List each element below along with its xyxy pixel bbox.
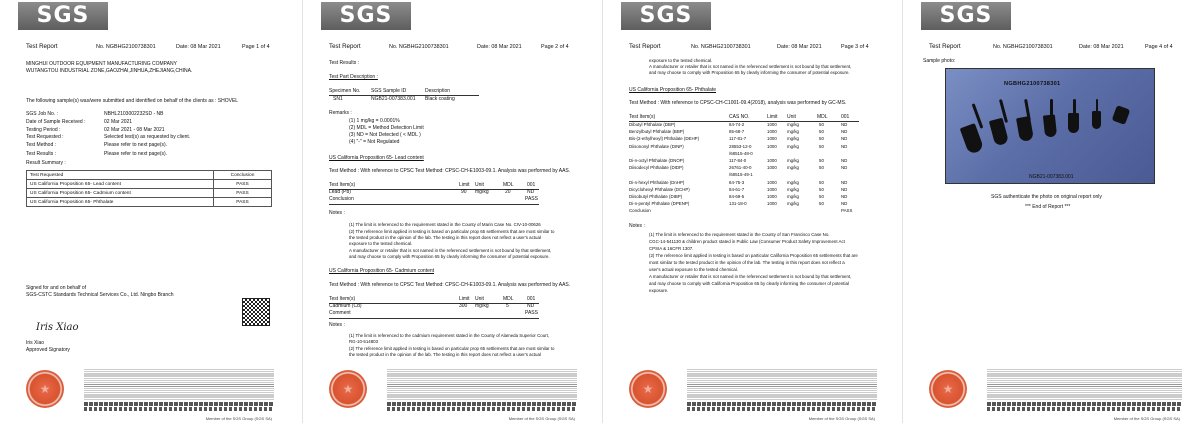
table-cell: 117-84-0 [729, 158, 747, 163]
photo-code: NGBHG2100738301 [1004, 81, 1061, 87]
divider [329, 318, 539, 319]
report-title: Test Report [329, 43, 361, 50]
sgs-logo: SGS [18, 2, 108, 30]
column-header: Unit [475, 296, 484, 302]
specimen-value: NGB21-007383.001 [371, 96, 416, 102]
page-number: Page 1 of 4 [242, 44, 270, 50]
table-cell: 50 [819, 136, 824, 142]
shovel-shape [1050, 99, 1053, 119]
table-cell: 50 [819, 122, 824, 127]
table-cell: mg/kg [475, 189, 489, 195]
note-line: exposure to the tested chemical. [649, 58, 713, 63]
note-line: (2) The reference limit applied in testing is based on particular prop 65 settlements that are most similar to [349, 229, 555, 234]
report-date: Date: 08 Mar 2021 [477, 44, 522, 50]
table-cell: mg/kg [787, 158, 799, 163]
table-cell: 50 [819, 158, 824, 163]
table-cell: mg/kg [787, 186, 799, 192]
table-cell: ND [841, 158, 848, 163]
specimen-value: SN1 [333, 96, 343, 102]
field-value: Selected test(s) as requested by client. [104, 134, 191, 140]
note-line: and may choose to comply with Proposition 65 by clearly informing the consumer of potential exposure. [649, 70, 850, 75]
table-cell: 84-74-2 [729, 122, 745, 127]
table-cell: ND [841, 143, 848, 149]
shovel-shape [1096, 99, 1098, 113]
field-label: Date of Sample Received : [26, 119, 86, 125]
table-cell: mg/kg [475, 303, 489, 309]
report-page-4 [903, 0, 1200, 423]
client-address: WUTANGTOU INDUSTRIAL ZONE,GAOZHAI,JINHUA,ZHEJIANG,CHINA. [26, 68, 193, 74]
note-line: exposure. [649, 288, 669, 293]
signed-on-behalf: Signed for and on behalf of [26, 285, 87, 291]
legal-disclaimer [84, 368, 274, 400]
table-row-label: Diisodecyl Phthalate (DIDP) [629, 165, 684, 171]
address-line [387, 407, 577, 411]
note-line: A manufacturer or retailer that is not named in the referenced settlement is not bound by that settlement, [649, 64, 852, 69]
sgs-logo: SGS [321, 2, 411, 30]
shovel-shape [1092, 111, 1101, 129]
table-cell: 84-61-7 [729, 186, 745, 192]
column-header: Test Item(s) [329, 182, 356, 188]
address-line [687, 402, 877, 406]
signing-company: SGS-CSTC Standards Technical Services Co., Ltd. Ningbo Branch [26, 292, 174, 298]
shovel-shape [1068, 113, 1079, 133]
member-text: Member of the SGS Group (SGS SA) [808, 416, 875, 421]
certification-seal: ★ [629, 370, 667, 408]
client-name: MINGHUI OUTDOOR EQUIPMENT MANUFACTURING COMPANY [26, 61, 177, 67]
table-cell: Lead (Pb) [329, 189, 351, 195]
legal-disclaimer [987, 368, 1182, 400]
cadmium-heading: US California Proposition 65- Cadmium content [329, 268, 435, 274]
table-cell: 1000 [767, 201, 777, 207]
table-cell: Comment [329, 310, 351, 316]
table-row-label: Di-n-pentyl Phthalate (DPENP) [629, 201, 690, 207]
report-number: No. NGBHG2100738301 [691, 44, 751, 50]
lead-test-method: Test Method : With reference to CPSC Test Method: CPSC-CH-E1003-09.1. Analysis was performed by AAS. [329, 168, 571, 174]
table-cell: US California Proposition 65- Cadmium content [27, 189, 214, 198]
report-title: Test Report [929, 43, 961, 50]
result-summary-table [26, 170, 272, 207]
field-value: NBHL2103002232SD - NB [104, 111, 164, 117]
table-cell: 26761-40-0 [729, 165, 752, 171]
report-title: Test Report [26, 43, 58, 50]
cadmium-test-method: Test Method : With reference to CPSC Test Method: CPSC-CH-E1003-09.1. Analysis was performed by AAS. [329, 282, 571, 288]
table-cell: 1000 [767, 194, 777, 199]
table-cell: mg/kg [787, 143, 799, 149]
table-cell: mg/kg [787, 165, 799, 171]
notes-title: Notes : [329, 210, 345, 216]
address-line [987, 407, 1182, 411]
signatory-title: Approved Signatory [26, 347, 70, 353]
table-cell: mg/kg [787, 122, 799, 127]
column-header: MDL [503, 182, 514, 188]
column-header: Limit [459, 296, 470, 302]
remark-item: (3) ND = Not Detected ( < MDL ) [349, 132, 421, 138]
page-footer [303, 360, 595, 423]
note-line: CGC-14-541130 & children product stated in Public Law (Consumer Product Safety Improvement Act [649, 239, 845, 244]
note-line: A manufacturer or retailer that is not named in the referenced settlement is not bound by that settlement, [349, 248, 552, 253]
report-page-2 [303, 0, 595, 423]
table-header-cell: Test Requested [27, 171, 214, 180]
table-cell: 20 [505, 189, 511, 195]
field-label: SGS Job No. : [26, 111, 58, 117]
report-number: No. NGBHG2100738301 [389, 44, 449, 50]
note-line: CPSIA & 16CFR 1307. [649, 246, 694, 251]
report-page-1 [0, 0, 292, 423]
report-date: Date: 08 Mar 2021 [777, 44, 822, 50]
column-header: MDL [503, 296, 514, 302]
address-line [84, 402, 274, 406]
page-footer [903, 360, 1200, 423]
table-cell: ND [841, 165, 848, 171]
field-value: 02 Mar 2021 [104, 119, 133, 125]
note-line: and may choose to comply with Proposition 65 by clearly informing the consumer of potential exposure. [349, 254, 550, 259]
table-row-label: Benzylbutyl Phthalate (BBP) [629, 129, 685, 135]
note-line: user's actual exposure to the tested chemical. [649, 267, 738, 272]
table-cell: US California Proposition 65- Phthalate [27, 198, 214, 207]
table-cell: 1000 [767, 129, 777, 135]
table-row [27, 180, 272, 189]
signature: Iris Xiao [36, 322, 79, 333]
remark-item: (4) "-" = Not Regulated [349, 139, 400, 145]
table-row [27, 198, 272, 207]
test-results-label: Test Results : [329, 60, 360, 66]
table-cell: 131-18-0 [729, 201, 747, 207]
table-cell: 50 [819, 194, 824, 199]
table-cell: 1000 [767, 186, 777, 192]
legal-disclaimer [687, 368, 877, 400]
certification-seal: ★ [26, 370, 64, 408]
divider [329, 204, 539, 205]
qr-code [242, 298, 270, 326]
note-line: exposure to the tested chemical. [349, 241, 413, 246]
field-value: 02 Mar 2021 - 08 Mar 2021 [104, 127, 165, 133]
table-cell: PASS [214, 180, 272, 189]
column-header: 001 [527, 296, 536, 302]
table-cell: 117-81-7 [729, 136, 747, 142]
sample-photo [945, 68, 1155, 184]
note-line: and may choose to comply with California Proposition 65 by clearly informing the consumer of potential [649, 281, 849, 286]
member-text: Member of the SGS Group (SGS SA) [205, 416, 272, 421]
column-header: Unit [475, 182, 484, 188]
note-line: (1) The limit is referenced to the requirement stated in the County of Marin Case No. CIV-10-00626 [349, 222, 541, 227]
address-line [84, 407, 274, 411]
table-row-label: Di-n-octyl Phthalate (DNOP) [629, 158, 685, 163]
specimen-header: Description [425, 88, 451, 94]
column-header: MDL [817, 114, 828, 120]
table-cell: 1000 [767, 158, 777, 163]
table-row-label: Diisononyl Phthalate (DINP) [629, 143, 684, 149]
table-row-label: Dibutyl Phthalate (DBP) [629, 122, 676, 127]
note-line: the tested product in the opinion of the lab. The testing in this report does not reflect a user's actual [349, 352, 541, 357]
note-line: (1) The limit is referenced to the requirement stated in the County of San Francisco Case No. [649, 232, 830, 237]
signatory-name: Iris Xiao [26, 340, 45, 346]
report-number: No. NGBHG2100738301 [993, 44, 1053, 50]
report-date: Date: 08 Mar 2021 [1079, 44, 1124, 50]
field-value: Please refer to next page(s). [104, 151, 168, 157]
address-line [987, 402, 1182, 406]
table-cell: mg/kg [787, 194, 799, 199]
phthalate-test-method: Test Method : With reference to CPSC-CH-C1001-09.4(2018), analysis was performed by GC-MS. [629, 100, 847, 106]
table-header-cell: Conclusion [214, 171, 272, 180]
table-cell: 50 [819, 201, 824, 207]
shovel-shape [1016, 116, 1034, 142]
table-cell: ND [841, 179, 848, 185]
result-summary-title: Result Summary : [26, 160, 66, 166]
table-cell: 50 [819, 165, 824, 171]
table-cell: 1000 [767, 143, 777, 149]
authenticate-note: SGS authenticate the photo on original report only [991, 194, 1102, 200]
certification-seal: ★ [929, 370, 967, 408]
table-row-label: Dicyclohexyl Phthalate (DCHP) [629, 186, 690, 192]
table-cell: mg/kg [787, 201, 799, 207]
table-cell: 1000 [767, 122, 777, 127]
page-number: Page 2 of 4 [541, 44, 569, 50]
column-header: Test Item(s) [629, 114, 656, 120]
column-header: Limit [767, 114, 778, 120]
table-cell: 300 [459, 303, 468, 309]
shovel-shape [1112, 105, 1131, 125]
table-cell: 50 [819, 143, 824, 149]
table-cell: PASS [525, 310, 538, 316]
table-cell: 28553-12-0 [729, 143, 752, 149]
table-cell: 1000 [767, 179, 777, 185]
table-row [27, 189, 272, 198]
note-line: most similar to the tested product in the opinion of the lab. The testing in this report does not reflect a [649, 260, 845, 265]
table-cell: ND [841, 194, 848, 199]
field-value: Please refer to next page(s). [104, 142, 168, 148]
phthalate-heading: US California Proposition 65- Phthalate [629, 87, 716, 93]
address-line [387, 402, 577, 406]
column-header: Test Item(s) [329, 296, 356, 302]
specimen-header: Specimen No. [329, 88, 361, 94]
specimen-header: SGS Sample ID [371, 88, 407, 94]
note-line: RG-10-514803 [349, 339, 379, 344]
table-cell: ND [841, 201, 848, 207]
table-cell: ND [841, 129, 848, 135]
certification-seal: ★ [329, 370, 367, 408]
report-page-3 [603, 0, 895, 423]
table-cell: 84-69-5 [729, 194, 745, 199]
notes-title: Notes : [629, 223, 645, 229]
table-cell: 50 [819, 129, 824, 135]
field-label: Test Requested : [26, 134, 64, 140]
table-cell: mg/kg [787, 129, 799, 135]
table-cell: 50 [819, 179, 824, 185]
table-cell: ND [527, 189, 535, 195]
table-cell: ND [841, 136, 848, 142]
table-cell: PASS [525, 196, 538, 202]
column-header: Limit [459, 182, 470, 188]
table-cell: ND [527, 303, 535, 309]
table-cell: PASS [214, 189, 272, 198]
field-label: Test Method : [26, 142, 57, 148]
notes-title: Notes : [329, 322, 345, 328]
note-line: (2) The reference limit applied in testing is based on particular prop 65 settlements that are most similar to [349, 346, 555, 351]
table-cell: 90 [461, 189, 467, 195]
lead-heading: US California Proposition 65- Lead content [329, 155, 424, 161]
table-cell: 1000 [767, 165, 777, 171]
table-row-label: Di-n-hexyl Phthalate (DnHP) [629, 179, 685, 185]
table-cell: PASS [214, 198, 272, 207]
table-row-label: Diisobutyl Phthalate (DIBP) [629, 194, 683, 199]
column-header: CAS NO. [729, 114, 750, 120]
table-cell: US California Proposition 65- Lead content [27, 180, 214, 189]
page-footer [603, 360, 895, 423]
member-text: Member of the SGS Group (SGS SA) [1113, 416, 1180, 421]
note-line: the tested product in the opinion of the lab. The testing in this report does not reflect a user's actual [349, 235, 541, 240]
table-row-label: Bis-(2-ethylhexyl) Phthalate (DEHP) [629, 136, 700, 142]
remark-item: (2) MDL = Method Detection Limit [349, 125, 424, 131]
note-line: (2) The reference limit applied in testing is based on particular California Proposition 65 settlements that are [649, 253, 858, 258]
report-date: Date: 08 Mar 2021 [176, 44, 221, 50]
photo-caption: NGB21-007383.001 [1029, 174, 1074, 180]
column-header: Unit [787, 114, 796, 120]
table-cell: Conclusion [329, 196, 354, 202]
sgs-logo: SGS [921, 2, 1011, 30]
table-cell: 5 [506, 303, 509, 309]
note-line: A manufacturer or retailer that is not named in the referenced settlement is not bound by that settlement, [649, 274, 852, 279]
legal-disclaimer [387, 368, 577, 400]
note-line: (1) The limit is referenced to the cadmium requirement stated in the County of Alameda Superior Court, [349, 333, 550, 338]
column-header: 001 [527, 182, 536, 188]
table-cell: mg/kg [787, 179, 799, 185]
report-title: Test Report [629, 43, 661, 50]
column-header: 001 [841, 114, 850, 120]
end-of-report: *** End of Report *** [1025, 204, 1071, 210]
remarks-title: Remarks : [329, 110, 352, 116]
part-description-label: Test Part Description : [329, 74, 378, 80]
shovel-shape [1073, 99, 1076, 115]
intro-text: The following sample(s) was/were submitted and identified on behalf of the clients as : SHOVEL [26, 98, 239, 104]
table-cell: ND [841, 186, 848, 192]
page-number: Page 3 of 4 [841, 44, 869, 50]
page-footer [0, 360, 292, 423]
address-line [687, 407, 877, 411]
table-header-row [27, 171, 272, 180]
table-cell: mg/kg [787, 136, 799, 142]
sample-photo-label: Sample photo: [923, 58, 956, 64]
table-cell: /68515-48-0 [729, 150, 753, 156]
member-text: Member of the SGS Group (SGS SA) [508, 416, 575, 421]
table-cell: 50 [819, 186, 824, 192]
page-number: Page 4 of 4 [1145, 44, 1173, 50]
table-cell: 1000 [767, 136, 777, 142]
table-cell: 85-68-7 [729, 129, 745, 135]
table-cell: ND [841, 122, 848, 127]
table-row-label: Conclusion [629, 208, 651, 214]
table-cell: Cadmium (Cd) [329, 303, 362, 309]
table-cell: 84-75-3 [729, 179, 745, 185]
table-cell: /68515-49-1 [729, 172, 753, 178]
remark-item: (1) 1 mg/kg = 0.0001% [349, 118, 400, 124]
report-number: No. NGBHG2100738301 [96, 44, 156, 50]
table-cell: PASS [841, 208, 853, 214]
sgs-logo: SGS [621, 2, 711, 30]
specimen-value: Black coating [425, 96, 455, 102]
field-label: Testing Period : [26, 127, 61, 133]
field-label: Test Results : [26, 151, 57, 157]
